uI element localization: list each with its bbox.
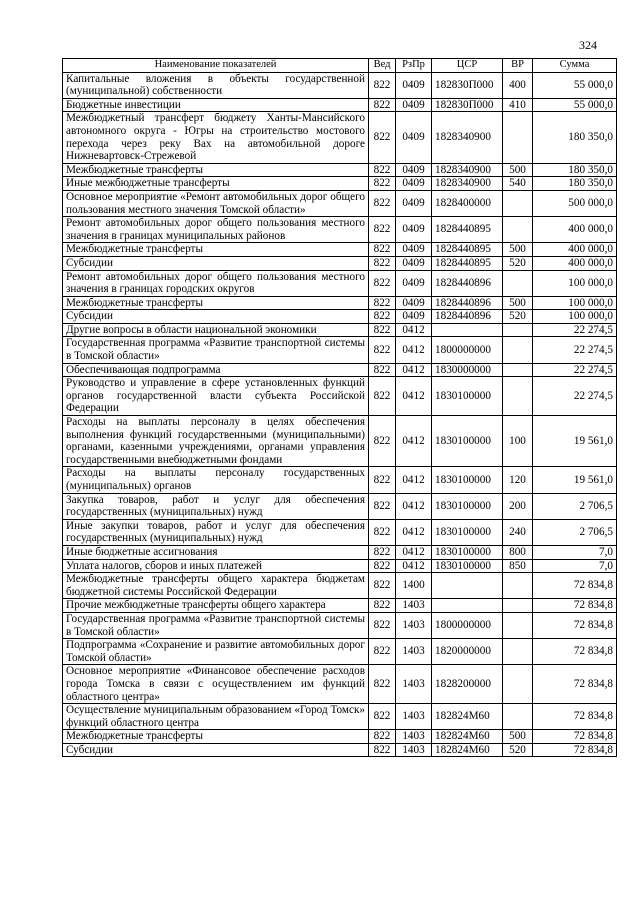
table-row: [63, 743, 617, 757]
cell-csr: 1830100000: [432, 416, 503, 467]
cell-sum: 72 834,8: [533, 730, 617, 744]
cell-ved: 822: [369, 416, 396, 467]
cell-ved: 822: [369, 323, 396, 337]
cell-csr: 182824М60: [432, 704, 503, 730]
cell-name: Иные межбюджетные трансферты: [63, 177, 369, 191]
cell-csr: 1830100000: [432, 493, 503, 519]
cell-sum: 72 834,8: [533, 599, 617, 613]
cell-name: Осуществление муниципальным образованием «Город Томск» функций областного центра: [63, 704, 369, 730]
cell-vr: [503, 363, 533, 377]
cell-vr: 850: [503, 559, 533, 573]
header-name: Наименование показателей: [63, 59, 369, 73]
cell-sum: 7,0: [533, 559, 617, 573]
cell-ved: 822: [369, 559, 396, 573]
page-number: 324: [579, 38, 597, 52]
table-row: [63, 337, 617, 363]
cell-vr: [503, 612, 533, 638]
cell-vr: 800: [503, 545, 533, 559]
cell-ved: 822: [369, 296, 396, 310]
cell-vr: 520: [503, 743, 533, 757]
cell-vr: [503, 377, 533, 416]
table-row: [63, 467, 617, 493]
cell-ved: 822: [369, 310, 396, 324]
cell-vr: 200: [503, 493, 533, 519]
cell-csr: 1830000000: [432, 363, 503, 377]
cell-csr: 1828440896: [432, 310, 503, 324]
cell-sum: 72 834,8: [533, 743, 617, 757]
table-row: [63, 416, 617, 467]
cell-vr: [503, 112, 533, 163]
cell-ved: 822: [369, 545, 396, 559]
cell-name: Межбюджетные трансферты: [63, 163, 369, 177]
cell-csr: 1830100000: [432, 377, 503, 416]
cell-vr: 400: [503, 72, 533, 98]
cell-rzpr: 0409: [396, 217, 432, 243]
cell-ved: 822: [369, 612, 396, 638]
cell-ved: 822: [369, 467, 396, 493]
cell-ved: 822: [369, 363, 396, 377]
table-row: [63, 310, 617, 324]
cell-rzpr: 0412: [396, 467, 432, 493]
cell-name: Бюджетные инвестиции: [63, 98, 369, 112]
cell-sum: 180 350,0: [533, 163, 617, 177]
cell-name: Субсидии: [63, 310, 369, 324]
cell-csr: [432, 323, 503, 337]
cell-name: Субсидии: [63, 743, 369, 757]
cell-rzpr: 0409: [396, 190, 432, 216]
cell-vr: 500: [503, 730, 533, 744]
cell-csr: 182824М60: [432, 743, 503, 757]
cell-ved: 822: [369, 665, 396, 704]
cell-csr: [432, 599, 503, 613]
cell-csr: 1830100000: [432, 519, 503, 545]
cell-csr: 1828440895: [432, 256, 503, 270]
cell-name: Уплата налогов, сборов и иных платежей: [63, 559, 369, 573]
cell-name: Иные закупки товаров, работ и услуг для обеспечения государственных (муниципальных) нужд: [63, 519, 369, 545]
cell-rzpr: 1403: [396, 704, 432, 730]
cell-rzpr: 0412: [396, 363, 432, 377]
cell-name: Межбюджетный трансферт бюджету Ханты-Мансийского автономного округа - Югры на строительство мостового перехода через реку Вах на автомобильной дороге Нижневартовск-Стрежевой: [63, 112, 369, 163]
cell-csr: 1828440896: [432, 270, 503, 296]
cell-sum: 19 561,0: [533, 467, 617, 493]
cell-csr: 182824М60: [432, 730, 503, 744]
cell-csr: 182830П000: [432, 98, 503, 112]
cell-ved: 822: [369, 519, 396, 545]
cell-name: Межбюджетные трансферты общего характера бюджетам бюджетной системы Российской Федерации: [63, 573, 369, 599]
cell-vr: 540: [503, 177, 533, 191]
cell-csr: 1820000000: [432, 639, 503, 665]
header-rzpr: РзПр: [396, 59, 432, 73]
cell-rzpr: 0409: [396, 256, 432, 270]
cell-vr: 500: [503, 163, 533, 177]
cell-csr: 1800000000: [432, 337, 503, 363]
header-sum: Сумма: [533, 59, 617, 73]
cell-sum: 22 274,5: [533, 323, 617, 337]
cell-ved: 822: [369, 190, 396, 216]
cell-sum: 500 000,0: [533, 190, 617, 216]
table-row: [63, 545, 617, 559]
cell-csr: 1828400000: [432, 190, 503, 216]
cell-ved: 822: [369, 730, 396, 744]
cell-rzpr: 0412: [396, 519, 432, 545]
cell-csr: 1828440895: [432, 243, 503, 257]
table-row: [63, 704, 617, 730]
cell-vr: 240: [503, 519, 533, 545]
cell-rzpr: 0412: [396, 377, 432, 416]
cell-ved: 822: [369, 256, 396, 270]
table-row: [63, 730, 617, 744]
cell-name: Государственная программа «Развитие транспортной системы в Томской области»: [63, 612, 369, 638]
cell-ved: 822: [369, 72, 396, 98]
cell-sum: 400 000,0: [533, 256, 617, 270]
table-row: [63, 559, 617, 573]
cell-name: Ремонт автомобильных дорог общего пользования местного значения в границах городских округов: [63, 270, 369, 296]
table-row: [63, 177, 617, 191]
cell-rzpr: 1403: [396, 639, 432, 665]
cell-name: Основное мероприятие «Финансовое обеспечение расходов города Томска в связи с осуществлением им функций областного центра»: [63, 665, 369, 704]
cell-vr: 520: [503, 256, 533, 270]
cell-name: Межбюджетные трансферты: [63, 296, 369, 310]
cell-rzpr: 1403: [396, 612, 432, 638]
table-row: [63, 665, 617, 704]
cell-name: Расходы на выплаты персоналу государственных (муниципальных) органов: [63, 467, 369, 493]
cell-name: Капитальные вложения в объекты государственной (муниципальной) собственности: [63, 72, 369, 98]
cell-name: Закупка товаров, работ и услуг для обеспечения государственных (муниципальных) нужд: [63, 493, 369, 519]
cell-rzpr: 1403: [396, 599, 432, 613]
table-row: [63, 270, 617, 296]
cell-ved: 822: [369, 177, 396, 191]
table-row: [63, 519, 617, 545]
cell-rzpr: 1403: [396, 743, 432, 757]
cell-name: Иные бюджетные ассигнования: [63, 545, 369, 559]
cell-sum: 180 350,0: [533, 112, 617, 163]
table-row: [63, 72, 617, 98]
cell-vr: [503, 337, 533, 363]
table-row: [63, 573, 617, 599]
cell-sum: 180 350,0: [533, 177, 617, 191]
cell-vr: 500: [503, 296, 533, 310]
cell-name: Межбюджетные трансферты: [63, 243, 369, 257]
cell-ved: 822: [369, 743, 396, 757]
table-row: [63, 190, 617, 216]
cell-sum: 2 706,5: [533, 519, 617, 545]
cell-name: Межбюджетные трансферты: [63, 730, 369, 744]
cell-vr: [503, 599, 533, 613]
cell-rzpr: 0409: [396, 270, 432, 296]
table-row: [63, 98, 617, 112]
cell-vr: 100: [503, 416, 533, 467]
table-row: [63, 493, 617, 519]
cell-rzpr: 0412: [396, 337, 432, 363]
cell-ved: 822: [369, 704, 396, 730]
cell-csr: 1828440895: [432, 217, 503, 243]
cell-sum: 55 000,0: [533, 72, 617, 98]
cell-name: Прочие межбюджетные трансферты общего характера: [63, 599, 369, 613]
cell-sum: 400 000,0: [533, 243, 617, 257]
cell-name: Обеспечивающая подпрограмма: [63, 363, 369, 377]
cell-rzpr: 0412: [396, 545, 432, 559]
cell-vr: 410: [503, 98, 533, 112]
header-vr: ВР: [503, 59, 533, 73]
cell-vr: [503, 270, 533, 296]
cell-vr: [503, 704, 533, 730]
cell-name: Расходы на выплаты персоналу в целях обеспечения выполнения функций государственными (муниципальными) органами, казенными учреждениями, органами управления государственными внебюджетными фондами: [63, 416, 369, 467]
cell-csr: 1828340900: [432, 163, 503, 177]
cell-sum: 72 834,8: [533, 612, 617, 638]
cell-ved: 822: [369, 243, 396, 257]
cell-sum: 7,0: [533, 545, 617, 559]
budget-table: [62, 58, 617, 757]
cell-ved: 822: [369, 163, 396, 177]
cell-name: Руководство и управление в сфере установленных функций органов государственной власти субъекта Российской Федерации: [63, 377, 369, 416]
cell-vr: [503, 323, 533, 337]
table-row: [63, 612, 617, 638]
cell-vr: [503, 573, 533, 599]
cell-vr: 520: [503, 310, 533, 324]
cell-rzpr: 1403: [396, 665, 432, 704]
cell-name: Другие вопросы в области национальной экономики: [63, 323, 369, 337]
cell-csr: 1828200000: [432, 665, 503, 704]
cell-sum: 19 561,0: [533, 416, 617, 467]
cell-rzpr: 1400: [396, 573, 432, 599]
cell-rzpr: 0409: [396, 296, 432, 310]
cell-csr: 1828340900: [432, 112, 503, 163]
cell-sum: 72 834,8: [533, 639, 617, 665]
cell-sum: 100 000,0: [533, 310, 617, 324]
table-row: [63, 217, 617, 243]
table-row: [63, 163, 617, 177]
cell-sum: 22 274,5: [533, 363, 617, 377]
cell-ved: 822: [369, 112, 396, 163]
cell-rzpr: 0409: [396, 72, 432, 98]
cell-name: Ремонт автомобильных дорог общего пользования местного значения в границах муниципальных районов: [63, 217, 369, 243]
cell-name: Подпрограмма «Сохранение и развитие автомобильных дорог Томской области»: [63, 639, 369, 665]
cell-ved: 822: [369, 573, 396, 599]
table-row: [63, 639, 617, 665]
cell-rzpr: 0409: [396, 310, 432, 324]
cell-ved: 822: [369, 98, 396, 112]
cell-csr: 182830П000: [432, 72, 503, 98]
cell-csr: 1830100000: [432, 545, 503, 559]
cell-vr: [503, 190, 533, 216]
cell-sum: 100 000,0: [533, 296, 617, 310]
cell-sum: 100 000,0: [533, 270, 617, 296]
cell-vr: 120: [503, 467, 533, 493]
cell-sum: 72 834,8: [533, 665, 617, 704]
cell-ved: 822: [369, 377, 396, 416]
table-row: [63, 363, 617, 377]
cell-rzpr: 0409: [396, 243, 432, 257]
cell-name: Субсидии: [63, 256, 369, 270]
cell-csr: 1828440896: [432, 296, 503, 310]
cell-name: Основное мероприятие «Ремонт автомобильных дорог общего пользования местного значения Томской области»: [63, 190, 369, 216]
cell-csr: 1800000000: [432, 612, 503, 638]
cell-rzpr: 0409: [396, 177, 432, 191]
header-csr: ЦСР: [432, 59, 503, 73]
cell-ved: 822: [369, 493, 396, 519]
cell-name: Государственная программа «Развитие транспортной системы в Томской области»: [63, 337, 369, 363]
cell-vr: [503, 217, 533, 243]
cell-ved: 822: [369, 599, 396, 613]
cell-vr: [503, 665, 533, 704]
cell-ved: 822: [369, 337, 396, 363]
cell-csr: 1830100000: [432, 467, 503, 493]
cell-csr: [432, 573, 503, 599]
cell-csr: 1828340900: [432, 177, 503, 191]
header-ved: Вед: [369, 59, 396, 73]
cell-rzpr: 1403: [396, 730, 432, 744]
cell-ved: 822: [369, 639, 396, 665]
table-body: [63, 72, 617, 757]
cell-sum: 72 834,8: [533, 704, 617, 730]
table-row: [63, 256, 617, 270]
cell-rzpr: 0412: [396, 323, 432, 337]
cell-sum: 22 274,5: [533, 377, 617, 416]
cell-csr: 1830100000: [432, 559, 503, 573]
cell-ved: 822: [369, 270, 396, 296]
table-header-row: [63, 59, 617, 73]
cell-ved: 822: [369, 217, 396, 243]
table-row: [63, 243, 617, 257]
cell-sum: 72 834,8: [533, 573, 617, 599]
cell-sum: 2 706,5: [533, 493, 617, 519]
cell-rzpr: 0412: [396, 493, 432, 519]
table-row: [63, 112, 617, 163]
cell-sum: 22 274,5: [533, 337, 617, 363]
cell-rzpr: 0409: [396, 112, 432, 163]
cell-vr: [503, 639, 533, 665]
cell-vr: 500: [503, 243, 533, 257]
cell-sum: 55 000,0: [533, 98, 617, 112]
table-row: [63, 377, 617, 416]
table-row: [63, 323, 617, 337]
cell-rzpr: 0409: [396, 163, 432, 177]
table-row: [63, 296, 617, 310]
cell-rzpr: 0409: [396, 98, 432, 112]
cell-rzpr: 0412: [396, 559, 432, 573]
cell-rzpr: 0412: [396, 416, 432, 467]
table-row: [63, 599, 617, 613]
cell-sum: 400 000,0: [533, 217, 617, 243]
